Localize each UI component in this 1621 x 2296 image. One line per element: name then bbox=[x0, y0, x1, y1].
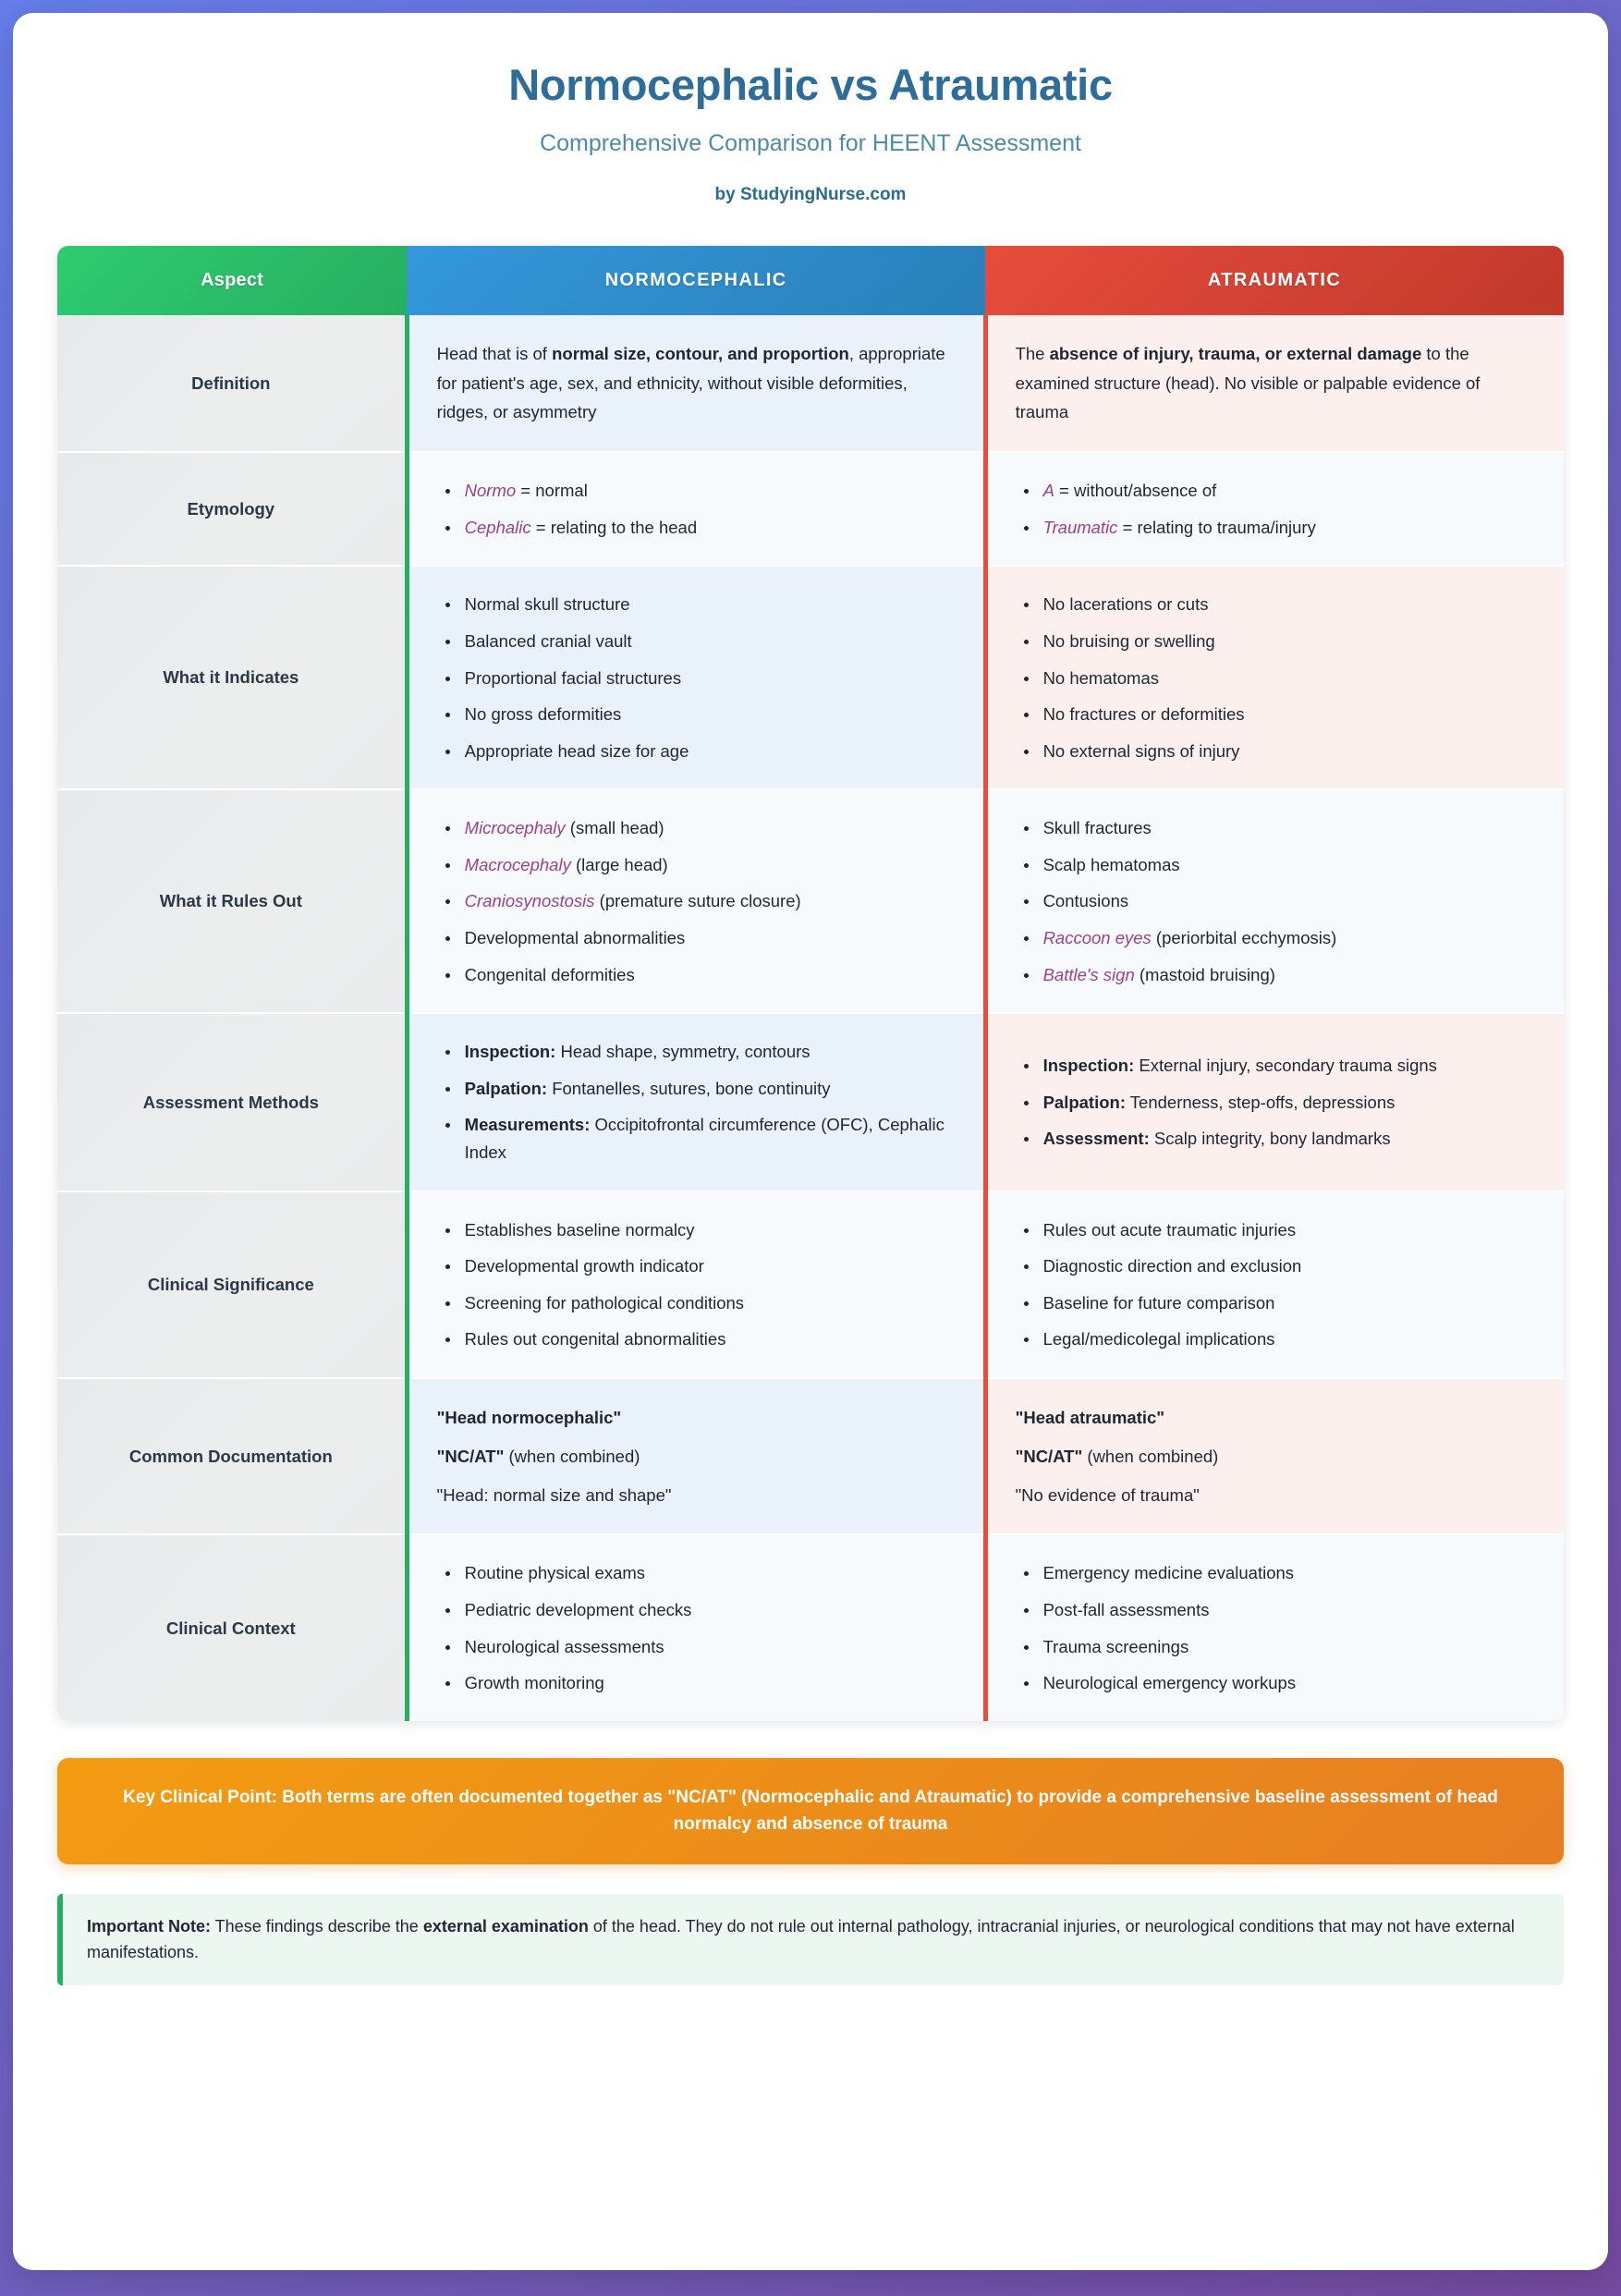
text-run: Developmental growth indicator bbox=[464, 1256, 704, 1276]
text-run: No bruising or swelling bbox=[1042, 630, 1215, 651]
list-item bbox=[1040, 1252, 1536, 1280]
term-highlight: Traumatic bbox=[1042, 517, 1118, 537]
atraumatic-cell bbox=[985, 566, 1564, 789]
table-header bbox=[57, 246, 1564, 315]
bullet-list bbox=[437, 1038, 956, 1166]
page-subtitle: Comprehensive Comparison for HEENT Assessment bbox=[540, 129, 1081, 156]
text-run: Emergency medicine evaluations bbox=[1042, 1563, 1295, 1583]
atraumatic-cell bbox=[985, 789, 1564, 1013]
emphasis-bold: Assessment: bbox=[1042, 1129, 1150, 1149]
list-item bbox=[461, 851, 956, 879]
list-item bbox=[1040, 887, 1536, 915]
list-item bbox=[461, 961, 956, 989]
text-run: Fontanelles, sutures, bone continuity bbox=[547, 1078, 831, 1098]
normocephalic-cell bbox=[407, 1013, 985, 1191]
list-item bbox=[461, 628, 956, 655]
text-run: Appropriate head size for age bbox=[464, 740, 689, 761]
comparison-table bbox=[57, 246, 1564, 1721]
normocephalic-cell bbox=[407, 566, 985, 789]
list-item bbox=[461, 591, 956, 618]
term-highlight: Microcephaly bbox=[464, 818, 566, 838]
list-item bbox=[1040, 814, 1536, 842]
term-highlight: Raccoon eyes bbox=[1042, 928, 1152, 948]
text-run: Pediatric development checks bbox=[464, 1600, 692, 1620]
documentation-line bbox=[437, 1403, 956, 1433]
emphasis-bold: Inspection: bbox=[1042, 1056, 1135, 1076]
bullet-list bbox=[437, 814, 956, 988]
text-run: Congenital deformities bbox=[464, 964, 635, 984]
emphasis-bold: "NC/AT" bbox=[436, 1446, 505, 1466]
atraumatic-cell bbox=[985, 452, 1564, 566]
list-item bbox=[461, 1325, 956, 1353]
text-run: No gross deformities bbox=[464, 704, 622, 725]
normocephalic-cell bbox=[407, 1378, 985, 1534]
text-run: Screening for pathological conditions bbox=[464, 1292, 745, 1313]
list-item bbox=[461, 1596, 956, 1624]
document-header bbox=[13, 55, 1608, 237]
aspect-label-cell: Clinical Context bbox=[57, 1534, 407, 1720]
page-byline: by StudyingNurse.com bbox=[714, 184, 907, 204]
column-header-aspect: Aspect bbox=[57, 246, 407, 315]
bullet-list bbox=[437, 477, 956, 541]
aspect-label-cell: Assessment Methods bbox=[57, 1013, 407, 1191]
list-item bbox=[1040, 1596, 1536, 1624]
text-run: The bbox=[1015, 343, 1050, 363]
term-highlight: Normo bbox=[464, 481, 517, 501]
list-item bbox=[1040, 701, 1536, 728]
text-run: Head that is of bbox=[436, 343, 553, 363]
cell-paragraph bbox=[1016, 339, 1536, 427]
text-run: Trauma screenings bbox=[1042, 1636, 1189, 1656]
list-item bbox=[461, 924, 956, 952]
text-run: Neurological assessments bbox=[464, 1636, 664, 1656]
list-item bbox=[461, 1075, 956, 1103]
bullet-list bbox=[437, 1559, 956, 1696]
text-run: Balanced cranial vault bbox=[464, 630, 632, 651]
list-item bbox=[1040, 1052, 1536, 1080]
text-run: = relating to the head bbox=[530, 517, 698, 537]
text-run: = normal bbox=[516, 481, 588, 501]
bullet-list bbox=[1016, 477, 1536, 541]
emphasis-bold: Measurements: bbox=[464, 1115, 591, 1135]
comparison-table-wrapper bbox=[57, 246, 1564, 1721]
emphasis-bold: Important Note: bbox=[87, 1916, 211, 1936]
text-run: Tenderness, step-offs, depressions bbox=[1125, 1092, 1396, 1112]
bullet-list bbox=[1016, 1559, 1536, 1696]
bullet-list bbox=[437, 1216, 956, 1353]
cell-paragraph bbox=[437, 339, 956, 427]
list-item bbox=[1040, 851, 1536, 879]
text-run: = relating to trauma/injury bbox=[1117, 517, 1316, 537]
list-item bbox=[1040, 1325, 1536, 1353]
normocephalic-cell bbox=[407, 789, 985, 1013]
text-run: Baseline for future comparison bbox=[1042, 1292, 1275, 1313]
atraumatic-cell bbox=[985, 1534, 1564, 1720]
bullet-list bbox=[1016, 1052, 1536, 1153]
list-item bbox=[461, 1633, 956, 1661]
documentation-line bbox=[1016, 1442, 1536, 1472]
list-item bbox=[461, 738, 956, 765]
text-run: Legal/medicolegal implications bbox=[1042, 1329, 1275, 1350]
list-item bbox=[461, 701, 956, 728]
aspect-label-cell: Etymology bbox=[57, 452, 407, 566]
list-item bbox=[461, 1559, 956, 1587]
term-highlight: Cephalic bbox=[464, 517, 531, 537]
column-header-atraumatic: ATRAUMATIC bbox=[985, 246, 1564, 315]
text-run: Contusions bbox=[1042, 891, 1129, 911]
table-row bbox=[57, 1013, 1564, 1191]
text-run: (small head) bbox=[565, 818, 664, 838]
emphasis-bold: normal size, contour, and proportion bbox=[552, 343, 849, 363]
important-note-text bbox=[87, 1917, 1515, 1961]
normocephalic-cell bbox=[407, 1534, 985, 1720]
atraumatic-cell bbox=[985, 1378, 1564, 1534]
text-run: (premature suture closure) bbox=[594, 891, 801, 911]
list-item bbox=[1040, 924, 1536, 952]
emphasis-bold: Inspection: bbox=[464, 1042, 556, 1062]
list-item bbox=[461, 477, 956, 505]
column-header-normocephalic: NORMOCEPHALIC bbox=[407, 246, 985, 315]
list-item bbox=[1040, 1089, 1536, 1117]
list-item bbox=[1040, 665, 1536, 692]
text-run: Growth monitoring bbox=[464, 1673, 604, 1693]
list-item bbox=[461, 887, 956, 915]
normocephalic-cell bbox=[407, 315, 985, 452]
text-run: Establishes baseline normalcy bbox=[464, 1219, 695, 1240]
documentation-line bbox=[1016, 1403, 1536, 1433]
text-run: Scalp integrity, bony landmarks bbox=[1149, 1129, 1391, 1149]
documentation-line bbox=[437, 1481, 956, 1510]
text-run: External injury, secondary trauma signs bbox=[1134, 1056, 1437, 1076]
text-run: Developmental abnormalities bbox=[464, 928, 686, 948]
list-item bbox=[1040, 477, 1536, 505]
list-item bbox=[1040, 961, 1536, 989]
text-run: No external signs of injury bbox=[1042, 740, 1240, 761]
list-item bbox=[461, 665, 956, 692]
atraumatic-cell bbox=[985, 1013, 1564, 1191]
text-run: (when combined) bbox=[1082, 1446, 1219, 1466]
list-item bbox=[1040, 1125, 1536, 1153]
text-run: Routine physical exams bbox=[464, 1563, 646, 1583]
bullet-list bbox=[1016, 1216, 1536, 1353]
list-item bbox=[1040, 1559, 1536, 1587]
aspect-label-cell: What it Rules Out bbox=[57, 789, 407, 1013]
list-item bbox=[461, 1669, 956, 1697]
aspect-label-cell: Clinical Significance bbox=[57, 1191, 407, 1378]
table-row bbox=[57, 1534, 1564, 1720]
documentation-line bbox=[1016, 1481, 1536, 1510]
table-row bbox=[57, 452, 1564, 566]
text-run: "Head: normal size and shape" bbox=[436, 1484, 672, 1505]
list-item bbox=[1040, 591, 1536, 618]
table-row bbox=[57, 566, 1564, 789]
aspect-label-cell: What it Indicates bbox=[57, 566, 407, 789]
documentation-line bbox=[437, 1442, 956, 1472]
table-row bbox=[57, 789, 1564, 1013]
emphasis-bold: "Head normocephalic" bbox=[436, 1408, 622, 1427]
text-run: Scalp hematomas bbox=[1042, 854, 1180, 874]
bullet-list bbox=[437, 591, 956, 764]
emphasis-bold: "Head atraumatic" bbox=[1015, 1408, 1165, 1427]
emphasis-bold: Palpation: bbox=[1042, 1092, 1126, 1112]
table-row bbox=[57, 315, 1564, 452]
list-item bbox=[461, 1111, 956, 1166]
list-item bbox=[1040, 1669, 1536, 1697]
term-highlight: A bbox=[1042, 481, 1054, 501]
text-run: to the examined structure (head). No visible or palpable evidence of trauma bbox=[1015, 343, 1481, 422]
text-run: No hematomas bbox=[1042, 667, 1160, 688]
text-run: Normal skull structure bbox=[464, 594, 630, 615]
text-run: (periorbital ecchymosis) bbox=[1151, 928, 1337, 948]
emphasis-bold: external examination bbox=[422, 1916, 589, 1936]
table-row bbox=[57, 1191, 1564, 1378]
text-run: "No evidence of trauma" bbox=[1015, 1484, 1200, 1505]
infographic-card bbox=[13, 13, 1608, 2270]
text-run: , appropriate for patient's age, sex, and ethnicity, without visible deformities, ridges, or asymmetry bbox=[436, 343, 945, 422]
text-run: Proportional facial structures bbox=[464, 667, 682, 688]
text-run: (when combined) bbox=[504, 1446, 640, 1466]
key-clinical-point-banner: Key Clinical Point: Both terms are often documented together as "NC/AT" (Normocephalic and Atraumatic) to provide a comprehensive baseline assessment of head normalcy and absence of trauma bbox=[57, 1758, 1564, 1864]
bullet-list bbox=[1016, 814, 1536, 988]
atraumatic-cell bbox=[985, 1191, 1564, 1378]
term-highlight: Battle's sign bbox=[1042, 964, 1135, 984]
atraumatic-cell bbox=[985, 315, 1564, 452]
text-run: No fractures or deformities bbox=[1042, 704, 1245, 725]
text-run: of the head. They do not rule out internal pathology, intracranial injuries, or neurological conditions that may not have external manifestations. bbox=[87, 1916, 1515, 1961]
list-item bbox=[461, 514, 956, 542]
page-title: Normocephalic vs Atraumatic bbox=[508, 60, 1113, 109]
list-item bbox=[461, 1252, 956, 1280]
text-run: Rules out congenital abnormalities bbox=[464, 1329, 726, 1350]
list-item bbox=[1040, 1289, 1536, 1317]
aspect-label-cell: Definition bbox=[57, 315, 407, 452]
list-item bbox=[1040, 1633, 1536, 1661]
important-note-callout bbox=[57, 1894, 1564, 1986]
table-header-row bbox=[57, 246, 1564, 315]
term-highlight: Macrocephaly bbox=[464, 854, 571, 874]
text-run: No lacerations or cuts bbox=[1042, 594, 1209, 615]
text-run: Diagnostic direction and exclusion bbox=[1042, 1256, 1302, 1276]
text-run: Neurological emergency workups bbox=[1042, 1673, 1297, 1693]
normocephalic-cell bbox=[407, 1191, 985, 1378]
list-item bbox=[1040, 1216, 1536, 1244]
text-run: (mastoid bruising) bbox=[1134, 964, 1275, 984]
list-item bbox=[461, 814, 956, 842]
emphasis-bold: Palpation: bbox=[464, 1078, 548, 1098]
list-item bbox=[1040, 514, 1536, 542]
text-run: These findings describe the bbox=[211, 1916, 423, 1936]
table-row bbox=[57, 1378, 1564, 1534]
table-body bbox=[57, 315, 1564, 1721]
text-run: (large head) bbox=[570, 854, 668, 874]
list-item bbox=[461, 1289, 956, 1317]
aspect-label-cell: Common Documentation bbox=[57, 1378, 407, 1534]
bullet-list bbox=[1016, 591, 1536, 764]
term-highlight: Craniosynostosis bbox=[464, 891, 595, 911]
list-item bbox=[461, 1216, 956, 1244]
normocephalic-cell bbox=[407, 452, 985, 566]
text-run: Occipitofrontal circumference (OFC), Cephalic Index bbox=[464, 1115, 945, 1163]
text-run: Rules out acute traumatic injuries bbox=[1042, 1219, 1297, 1240]
text-run: = without/absence of bbox=[1054, 481, 1217, 501]
emphasis-bold: "NC/AT" bbox=[1015, 1446, 1083, 1466]
text-run: Head shape, symmetry, contours bbox=[555, 1042, 810, 1062]
list-item bbox=[1040, 738, 1536, 765]
emphasis-bold: absence of injury, trauma, or external damage bbox=[1049, 343, 1422, 363]
text-run: Post-fall assessments bbox=[1042, 1600, 1210, 1620]
list-item bbox=[1040, 628, 1536, 655]
text-run: Skull fractures bbox=[1042, 818, 1152, 838]
list-item bbox=[461, 1038, 956, 1066]
